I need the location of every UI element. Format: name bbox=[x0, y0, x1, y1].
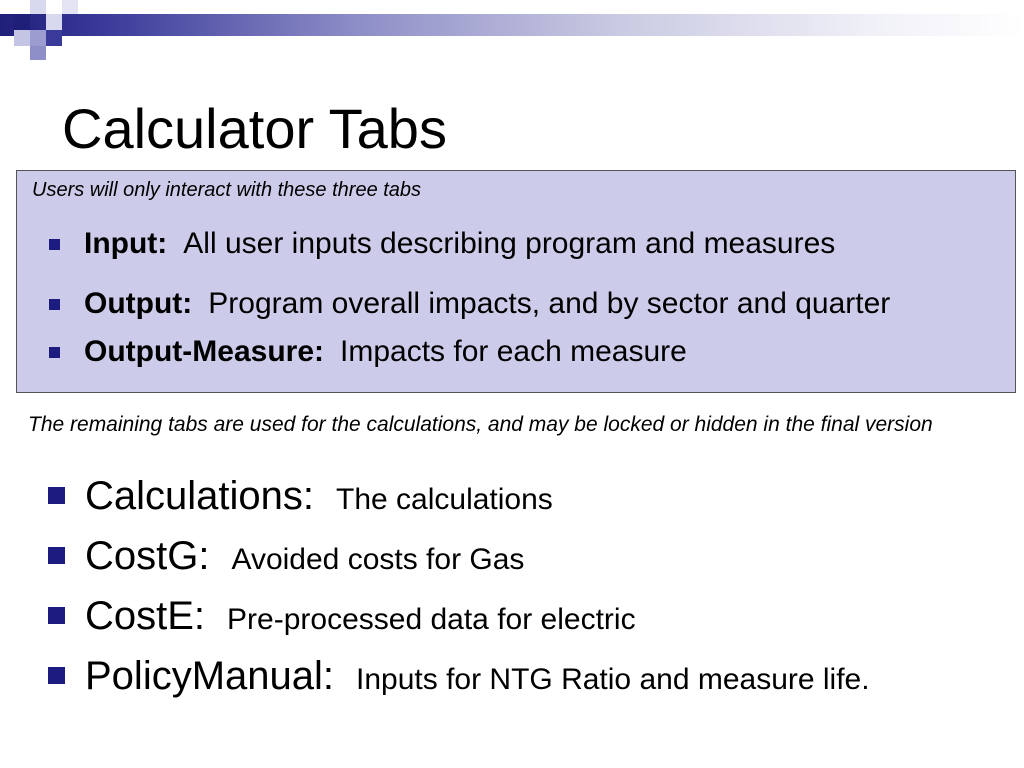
square-bullet-icon bbox=[49, 299, 60, 310]
bullet-term: Input: bbox=[84, 227, 168, 260]
bullet-policymanual bbox=[48, 654, 870, 699]
bullet-description: Avoided costs for Gas bbox=[231, 543, 525, 576]
header-square-mid bbox=[30, 46, 46, 60]
bullet-coste bbox=[48, 594, 636, 639]
bullet-calculations bbox=[48, 474, 553, 519]
header-gradient-bar bbox=[0, 14, 1024, 36]
panel-note: Users will only interact with these three tabs bbox=[32, 179, 422, 201]
bullet-description: Pre-processed data for electric bbox=[227, 603, 636, 636]
square-bullet-icon bbox=[48, 487, 65, 504]
remaining-tabs-note: The remaining tabs are used for the calculations, and may be locked or hidden in the final version bbox=[28, 413, 933, 436]
header-square-mid bbox=[30, 30, 46, 46]
user-tabs-panel bbox=[16, 170, 1016, 393]
header-square-light bbox=[62, 0, 78, 14]
bullet-description: Impacts for each measure bbox=[340, 335, 687, 368]
bullet-term: Calculations: bbox=[85, 474, 315, 518]
header-square-light bbox=[46, 14, 62, 30]
bullet-description: All user inputs describing program and measures bbox=[183, 227, 836, 260]
square-bullet-icon bbox=[49, 239, 60, 250]
header-square-dark bbox=[14, 14, 30, 30]
slide-title: Calculator Tabs bbox=[62, 97, 447, 160]
bullet-output bbox=[49, 287, 890, 321]
bullet-term: Output: bbox=[84, 287, 193, 320]
bullet-costg bbox=[48, 534, 524, 579]
bullet-term: CostG: bbox=[85, 534, 210, 578]
header-square-light bbox=[30, 0, 46, 14]
square-bullet-icon bbox=[48, 667, 65, 684]
bullet-term: CostE: bbox=[85, 594, 206, 638]
bullet-input bbox=[49, 227, 835, 261]
bullet-term: Output-Measure: bbox=[84, 335, 324, 368]
header-square-dark bbox=[46, 30, 62, 46]
bullet-description: Program overall impacts, and by sector and quarter bbox=[208, 287, 891, 320]
bullet-term: PolicyManual: bbox=[85, 654, 335, 698]
square-bullet-icon bbox=[48, 547, 65, 564]
square-bullet-icon bbox=[49, 347, 60, 358]
header-square-light bbox=[14, 30, 30, 46]
bullet-description: The calculations bbox=[336, 483, 553, 516]
square-bullet-icon bbox=[48, 607, 65, 624]
bullet-description: Inputs for NTG Ratio and measure life. bbox=[356, 663, 870, 696]
bullet-output-measure bbox=[49, 335, 687, 369]
